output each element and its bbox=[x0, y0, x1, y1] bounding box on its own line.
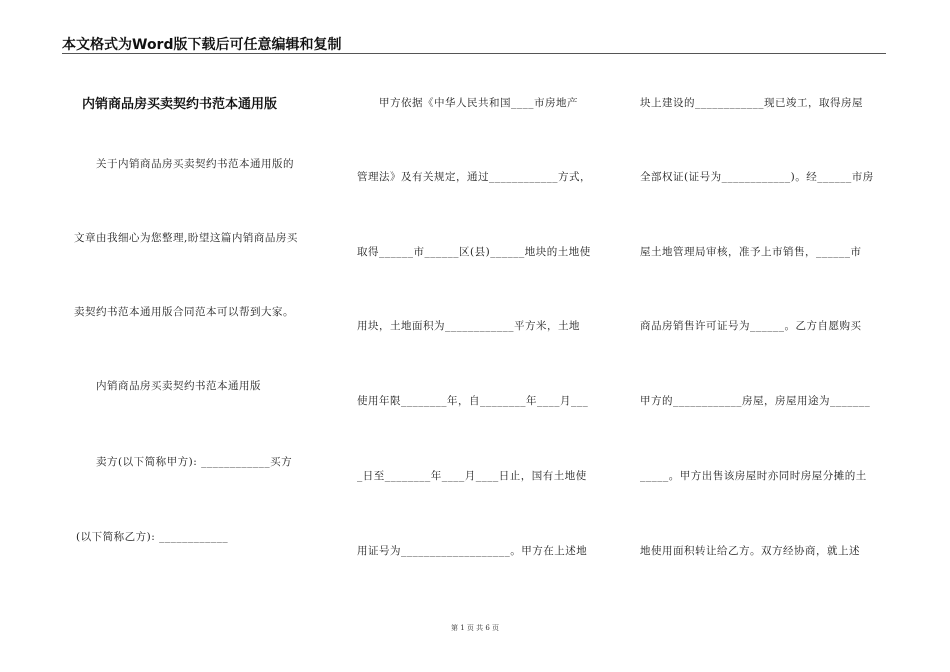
text-line: 内销商品房买卖契约书范本通用版 bbox=[74, 380, 261, 392]
text-line: _日至________年____月____日止，国有土地使 bbox=[357, 470, 587, 482]
text-line: 全部权证(证号为____________)。经______市房 bbox=[640, 171, 874, 183]
text-column-2 bbox=[357, 0, 607, 672]
document-banner: 本文格式为Word版下载后可任意编辑和复制 bbox=[62, 37, 342, 53]
text-line: 关于内销商品房买卖契约书范本通用版的 bbox=[74, 158, 294, 170]
text-line: 地使用面积转让给乙方。双方经协商，就上述 bbox=[640, 545, 860, 557]
text-line: 甲方依据《中华人民共和国____市房地产 bbox=[357, 97, 578, 109]
page-indicator: 第 1 页 共 6 页 bbox=[450, 624, 500, 632]
text-line: 用块，土地面积为____________平方米，土地 bbox=[357, 320, 580, 332]
text-line: 卖方(以下简称甲方): ____________买方 bbox=[74, 456, 293, 468]
text-line: 文章由我细心为您整理,盼望这篇内销商品房买 bbox=[74, 232, 298, 244]
text-column-3 bbox=[640, 0, 890, 672]
text-line: (以下简称乙方): ____________ bbox=[76, 531, 229, 543]
text-line: 用证号为___________________。甲方在上述地 bbox=[357, 545, 588, 557]
text-line: 商品房销售许可证号为______。乙方自愿购买 bbox=[640, 320, 862, 332]
text-line: 管理法》及有关规定，通过____________方式， bbox=[357, 171, 591, 183]
text-line: 卖契约书范本通用版合同范本可以帮到大家。 bbox=[74, 306, 294, 318]
document-title: 内销商品房买卖契约书范本通用版 bbox=[82, 97, 278, 112]
text-line: 甲方的____________房屋，房屋用途为_______ bbox=[640, 395, 871, 407]
text-line: 屋土地管理局审核，准予上市销售，______市 bbox=[640, 246, 862, 258]
text-line: 使用年限________年，自________年____月___ bbox=[357, 395, 589, 407]
text-line: 块上建设的____________现已竣工，取得房屋 bbox=[640, 97, 863, 109]
text-line: _____。甲方出售该房屋时亦同时房屋分摊的土 bbox=[640, 470, 867, 482]
text-line: 取得______市______区(县)______地块的土地使 bbox=[357, 246, 591, 258]
text-column-1 bbox=[74, 0, 324, 672]
